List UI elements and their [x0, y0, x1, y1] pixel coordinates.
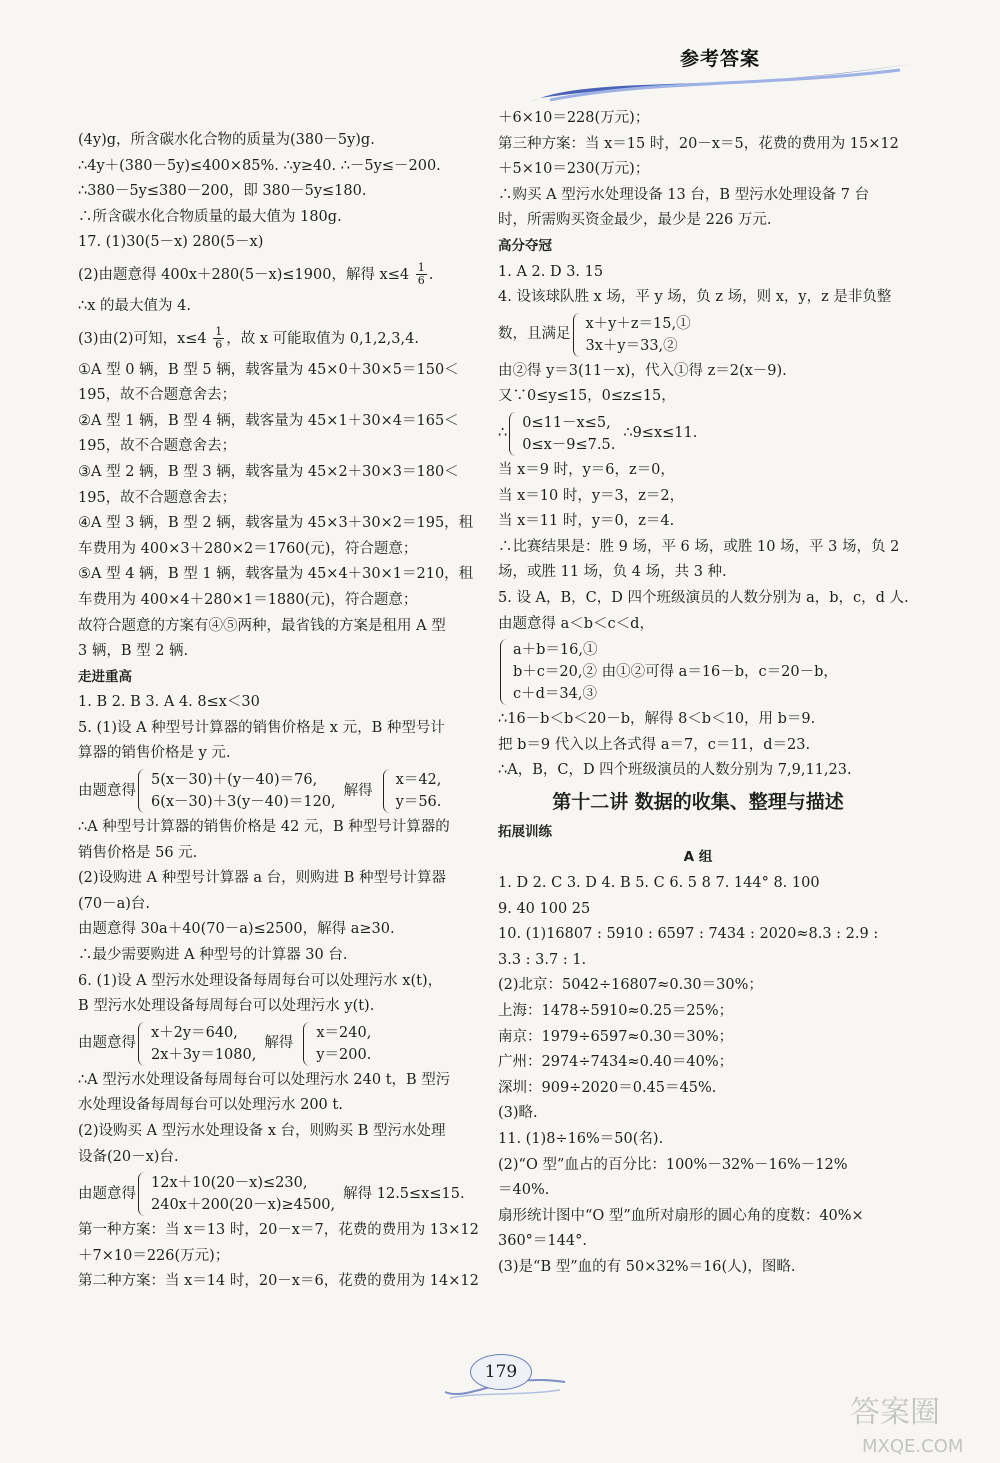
- text-line: 又∵0≤y≤15，0≤z≤15，: [498, 388, 676, 405]
- text-line: (2)设购买 A 型污水处理设备 x 台，则购买 B 型污水处理: [78, 1123, 446, 1139]
- fraction: [416, 262, 427, 287]
- text-line: 当 x＝10 时，y＝3，z＝2，: [498, 487, 685, 504]
- equation: 2x＋3y＝1080,: [151, 1046, 257, 1063]
- text-fragment: ，故 x 可能取值为 0,1,2,3,4.: [226, 330, 419, 347]
- text-line: 扇形统计图中“O 型”血所对扇形的圆心角的度数：40%×: [498, 1207, 864, 1224]
- text-line: (2)由题意得 400x＋280(5－x)≤1900，解得 x≤4 $\frac{1}{6}$ .: [78, 261, 434, 288]
- equation: 0≤x－9≤7.5.: [522, 436, 616, 453]
- text-line: 销售价格是 56 元.: [78, 844, 198, 861]
- group-heading: A 组: [683, 849, 713, 866]
- text-line: 由题意得 30a＋40(70－a)≤2500，解得 a≥30.: [78, 921, 395, 938]
- text-line: ∴A，B，C，D 四个班级演员的人数分别为 7,9,11,23.: [498, 762, 852, 779]
- equation: x＝240,: [316, 1024, 372, 1041]
- text-line: 车费用为 400×3＋280×2＝1760(元)，符合题意；: [78, 540, 418, 557]
- brace-icon: [509, 412, 518, 456]
- text-line: ∴4y＋(380－5y)≤400×85%. ∴y≥40. ∴－5y≤－200.: [78, 157, 441, 174]
- denominator: 6: [215, 338, 223, 352]
- numerator: 1: [215, 325, 223, 339]
- numerator: 1: [417, 261, 425, 275]
- right-column: [498, 106, 909, 1281]
- text-line: 算器的销售价格是 y 元.: [78, 745, 231, 762]
- text-line: 设备(20－x)台.: [78, 1148, 179, 1165]
- equation: 5(x－30)＋(y－40)＝76,: [151, 772, 318, 789]
- text-line: 360°＝144°.: [498, 1233, 587, 1250]
- text-line: ⑤A 型 4 辆，B 型 1 辆，载客量为 45×4＋30×1＝210，租: [78, 566, 474, 583]
- brace-icon: [138, 769, 147, 813]
- text-line: 4. 设该球队胜 x 场，平 y 场，负 z 场，则 x，y，z 是非负整: [498, 289, 892, 306]
- watermark-text: 答案圈: [850, 1395, 940, 1430]
- equation: 6(x－30)＋3(y－40)＝120,: [151, 794, 336, 811]
- text-line: 11. (1)8÷16%＝50(名).: [498, 1131, 664, 1147]
- fraction: [213, 326, 224, 351]
- text-line: ＝40%.: [498, 1182, 550, 1199]
- text-line: B 型污水处理设备每周每台可以处理污水 y(t).: [78, 998, 375, 1015]
- text-line: 场，或胜 11 场，负 4 场，共 3 种.: [498, 564, 727, 581]
- brace-icon: [303, 1022, 312, 1066]
- text-fragment: (2)由题意得 400x＋280(5－x)≤1900，解得 x≤4: [78, 266, 410, 283]
- equation: a＋b＝16,①: [513, 642, 598, 659]
- equation: x＋2y＝640,: [151, 1024, 238, 1041]
- text-line: (3)是“B 型”血的有 50×32%＝16(人)，图略.: [498, 1258, 796, 1275]
- text-line: ∴A 种型号计算器的销售价格是 42 元，B 种型号计算器的: [78, 819, 450, 836]
- system-connector: 解得: [343, 782, 373, 799]
- system-connector: ∴9≤x≤11.: [623, 425, 698, 442]
- text-line: 195，故不合题意舍去；: [78, 438, 237, 455]
- system-label: 数，且满足: [498, 326, 571, 343]
- text-line: ∴380－5y≤380－200，即 380－5y≤180.: [78, 183, 367, 200]
- equation: y＝200.: [316, 1046, 372, 1063]
- text-line: (2)设购进 A 种型号计算器 a 台，则购进 B 种型号计算器: [78, 870, 446, 887]
- section-heading: 高分夺冠: [498, 237, 552, 254]
- text-line: (70－a)台.: [78, 895, 151, 912]
- text-line: ∴最少需要购进 A 种型号的计算器 30 台.: [78, 947, 348, 964]
- equation: b＋c＝20,② 由①②可得 a＝16－b，c＝20－b，: [513, 664, 838, 681]
- text-line: 5. 设 A，B，C，D 四个班级演员的人数分别为 a，b，c，d 人.: [498, 589, 909, 606]
- text-line: 17. (1)30(5－x) 280(5－x): [78, 234, 264, 251]
- equation-system: [498, 412, 898, 456]
- text-line: (2)北京：5042÷16807≈0.30＝30%；: [498, 977, 763, 994]
- text-line: 由②得 y＝3(11－x)，代入①得 z＝2(x－9).: [498, 362, 787, 379]
- text-line: 广州：2974÷7434≈0.40＝40%；: [498, 1054, 734, 1071]
- text-line: 3.3 : 3.7 : 1.: [498, 951, 587, 968]
- text-fragment: (3)由(2)可知，x≤4: [78, 330, 207, 347]
- text-line: 故符合题意的方案有④⑤两种，最省钱的方案是租用 A 型: [78, 617, 446, 634]
- equation-system: [78, 1022, 488, 1066]
- text-line: 第三种方案：当 x＝15 时，20－x＝5，花费的费用为 15×12: [498, 135, 899, 152]
- text-line: 车费用为 400×4＋280×1＝1880(元)，符合题意；: [78, 591, 418, 608]
- section-heading: 拓展训练: [498, 823, 552, 840]
- text-line: ②A 型 1 辆，B 型 4 辆，载客量为 45×1＋30×4＝165＜: [78, 412, 459, 429]
- header-title: 参考答案: [680, 48, 761, 70]
- system-connector: 解得 12.5≤x≤15.: [343, 1185, 465, 1202]
- denominator: 6: [417, 274, 425, 288]
- text-line: ③A 型 2 辆，B 型 3 辆，载客量为 45×2＋30×3＝180＜: [78, 463, 459, 480]
- text-line: ∴x 的最大值为 4.: [78, 297, 191, 314]
- watermark-url: MXQE.COM: [862, 1436, 964, 1457]
- text-line: 1. B 2. B 3. A 4. 8≤x＜30: [78, 694, 260, 711]
- text-line: 10. (1)16807 : 5910 : 6597 : 7434 : 2020≈8.3 : 2.9 :: [498, 926, 879, 943]
- text-line: (3)略.: [498, 1105, 538, 1122]
- text-line: 3 辆，B 型 2 辆.: [78, 643, 189, 660]
- text-line: (4y)g，所含碳水化合物的质量为(380－5y)g.: [78, 132, 375, 148]
- brace-icon: [383, 769, 392, 813]
- text-line: 第一种方案：当 x＝13 时，20－x＝7，花费的费用为 13×12: [78, 1222, 479, 1239]
- text-line: (2)“O 型”血占的百分比：100%－32%－16%－12%: [498, 1156, 848, 1173]
- text-line: ∴所含碳水化合物质量的最大值为 180g.: [78, 208, 342, 225]
- text-line: 9. 40 100 25: [498, 900, 591, 917]
- equation-system: [498, 639, 898, 705]
- text-line: 深圳：909÷2020＝0.45＝45%.: [498, 1079, 717, 1096]
- text-line: 南京：1979÷6597≈0.30＝30%；: [498, 1028, 734, 1045]
- text-line: 当 x＝11 时，y＝0，z＝4.: [498, 513, 675, 530]
- equation: x＋y＋z＝15,①: [585, 315, 691, 332]
- text-line: 由题意得 a＜b＜c＜d，: [498, 615, 654, 632]
- page-number: 179: [470, 1354, 532, 1390]
- text-line: 当 x＝9 时，y＝6，z＝0，: [498, 461, 675, 478]
- chapter-title: 第十二讲 数据的收集、整理与描述: [552, 790, 844, 813]
- brace-icon: [500, 639, 509, 705]
- text-line: ＋5×10＝230(万元)；: [498, 161, 650, 178]
- text-line: 1. A 2. D 3. 15: [498, 263, 604, 280]
- text-line: 5. (1)设 A 种型号计算器的销售价格是 x 元，B 种型号计: [78, 719, 445, 736]
- text-line: ∴A 型污水处理设备每周每台可以处理污水 240 t，B 型污: [78, 1071, 451, 1088]
- equation: x＝42,: [395, 772, 442, 789]
- system-label: 由题意得: [78, 782, 136, 799]
- system-connector: 解得: [264, 1035, 294, 1052]
- equation: c＋d＝34,③: [513, 686, 597, 703]
- brace-icon: [138, 1022, 147, 1066]
- brace-icon: [138, 1172, 147, 1216]
- equation: 0≤11－x≤5,: [522, 414, 611, 431]
- text-line: ①A 型 0 辆，B 型 5 辆，载客量为 45×0＋30×5＝150＜: [78, 361, 459, 378]
- text-line: 时，所需购买资金最少，最少是 226 万元.: [498, 212, 772, 229]
- text-line: 第二种方案：当 x＝14 时，20－x＝6，花费的费用为 14×12: [78, 1273, 479, 1290]
- text-line: 195，故不合题意舍去；: [78, 387, 237, 404]
- section-heading: 走进重高: [78, 668, 132, 685]
- equation: 240x＋200(20－x)≥4500,: [151, 1197, 336, 1214]
- text-line: ∴购买 A 型污水处理设备 13 台，B 型污水处理设备 7 台: [498, 186, 870, 203]
- text-line: 1. D 2. C 3. D 4. B 5. C 6. 5 8 7. 144° 8. 100: [498, 875, 820, 892]
- text-line: 把 b＝9 代入以上各式得 a＝7，c＝11，d＝23.: [498, 736, 811, 753]
- text-line: 6. (1)设 A 型污水处理设备每周每台可以处理污水 x(t)，: [78, 972, 443, 989]
- page-header: [520, 40, 940, 110]
- equation: y＝56.: [395, 794, 442, 811]
- text-line: ∴比赛结果是：胜 9 场，平 6 场，或胜 10 场，平 3 场，负 2: [498, 538, 900, 555]
- text-line: ④A 型 3 辆，B 型 2 辆，载客量为 45×3＋30×2＝195，租: [78, 515, 474, 532]
- system-label: 由题意得: [78, 1185, 136, 1202]
- text-line: 水处理设备每周每台可以处理污水 200 t.: [78, 1097, 343, 1114]
- equation-system: [78, 769, 488, 813]
- left-column: [78, 128, 488, 1295]
- text-line: ∴16－b＜b＜20－b，解得 8＜b＜10，用 b＝9.: [498, 711, 816, 728]
- equation: 3x＋y＝33,②: [585, 337, 678, 354]
- brace-icon: [573, 313, 582, 357]
- equation-system: [78, 1172, 488, 1216]
- watermark-logo: [842, 1380, 992, 1460]
- text-line: ＋7×10＝226(万元)；: [78, 1247, 230, 1264]
- text-line: 上海：1478÷5910≈0.25＝25%；: [498, 1003, 734, 1020]
- system-label: ∴: [498, 425, 508, 442]
- equation-system: [498, 313, 898, 357]
- text-line: ＋6×10＝228(万元)；: [498, 110, 650, 126]
- system-label: 由题意得: [78, 1035, 136, 1052]
- text-line: 195，故不合题意舍去；: [78, 489, 237, 506]
- equation: 12x＋10(20－x)≤230,: [151, 1175, 308, 1192]
- text-line: [78, 320, 488, 358]
